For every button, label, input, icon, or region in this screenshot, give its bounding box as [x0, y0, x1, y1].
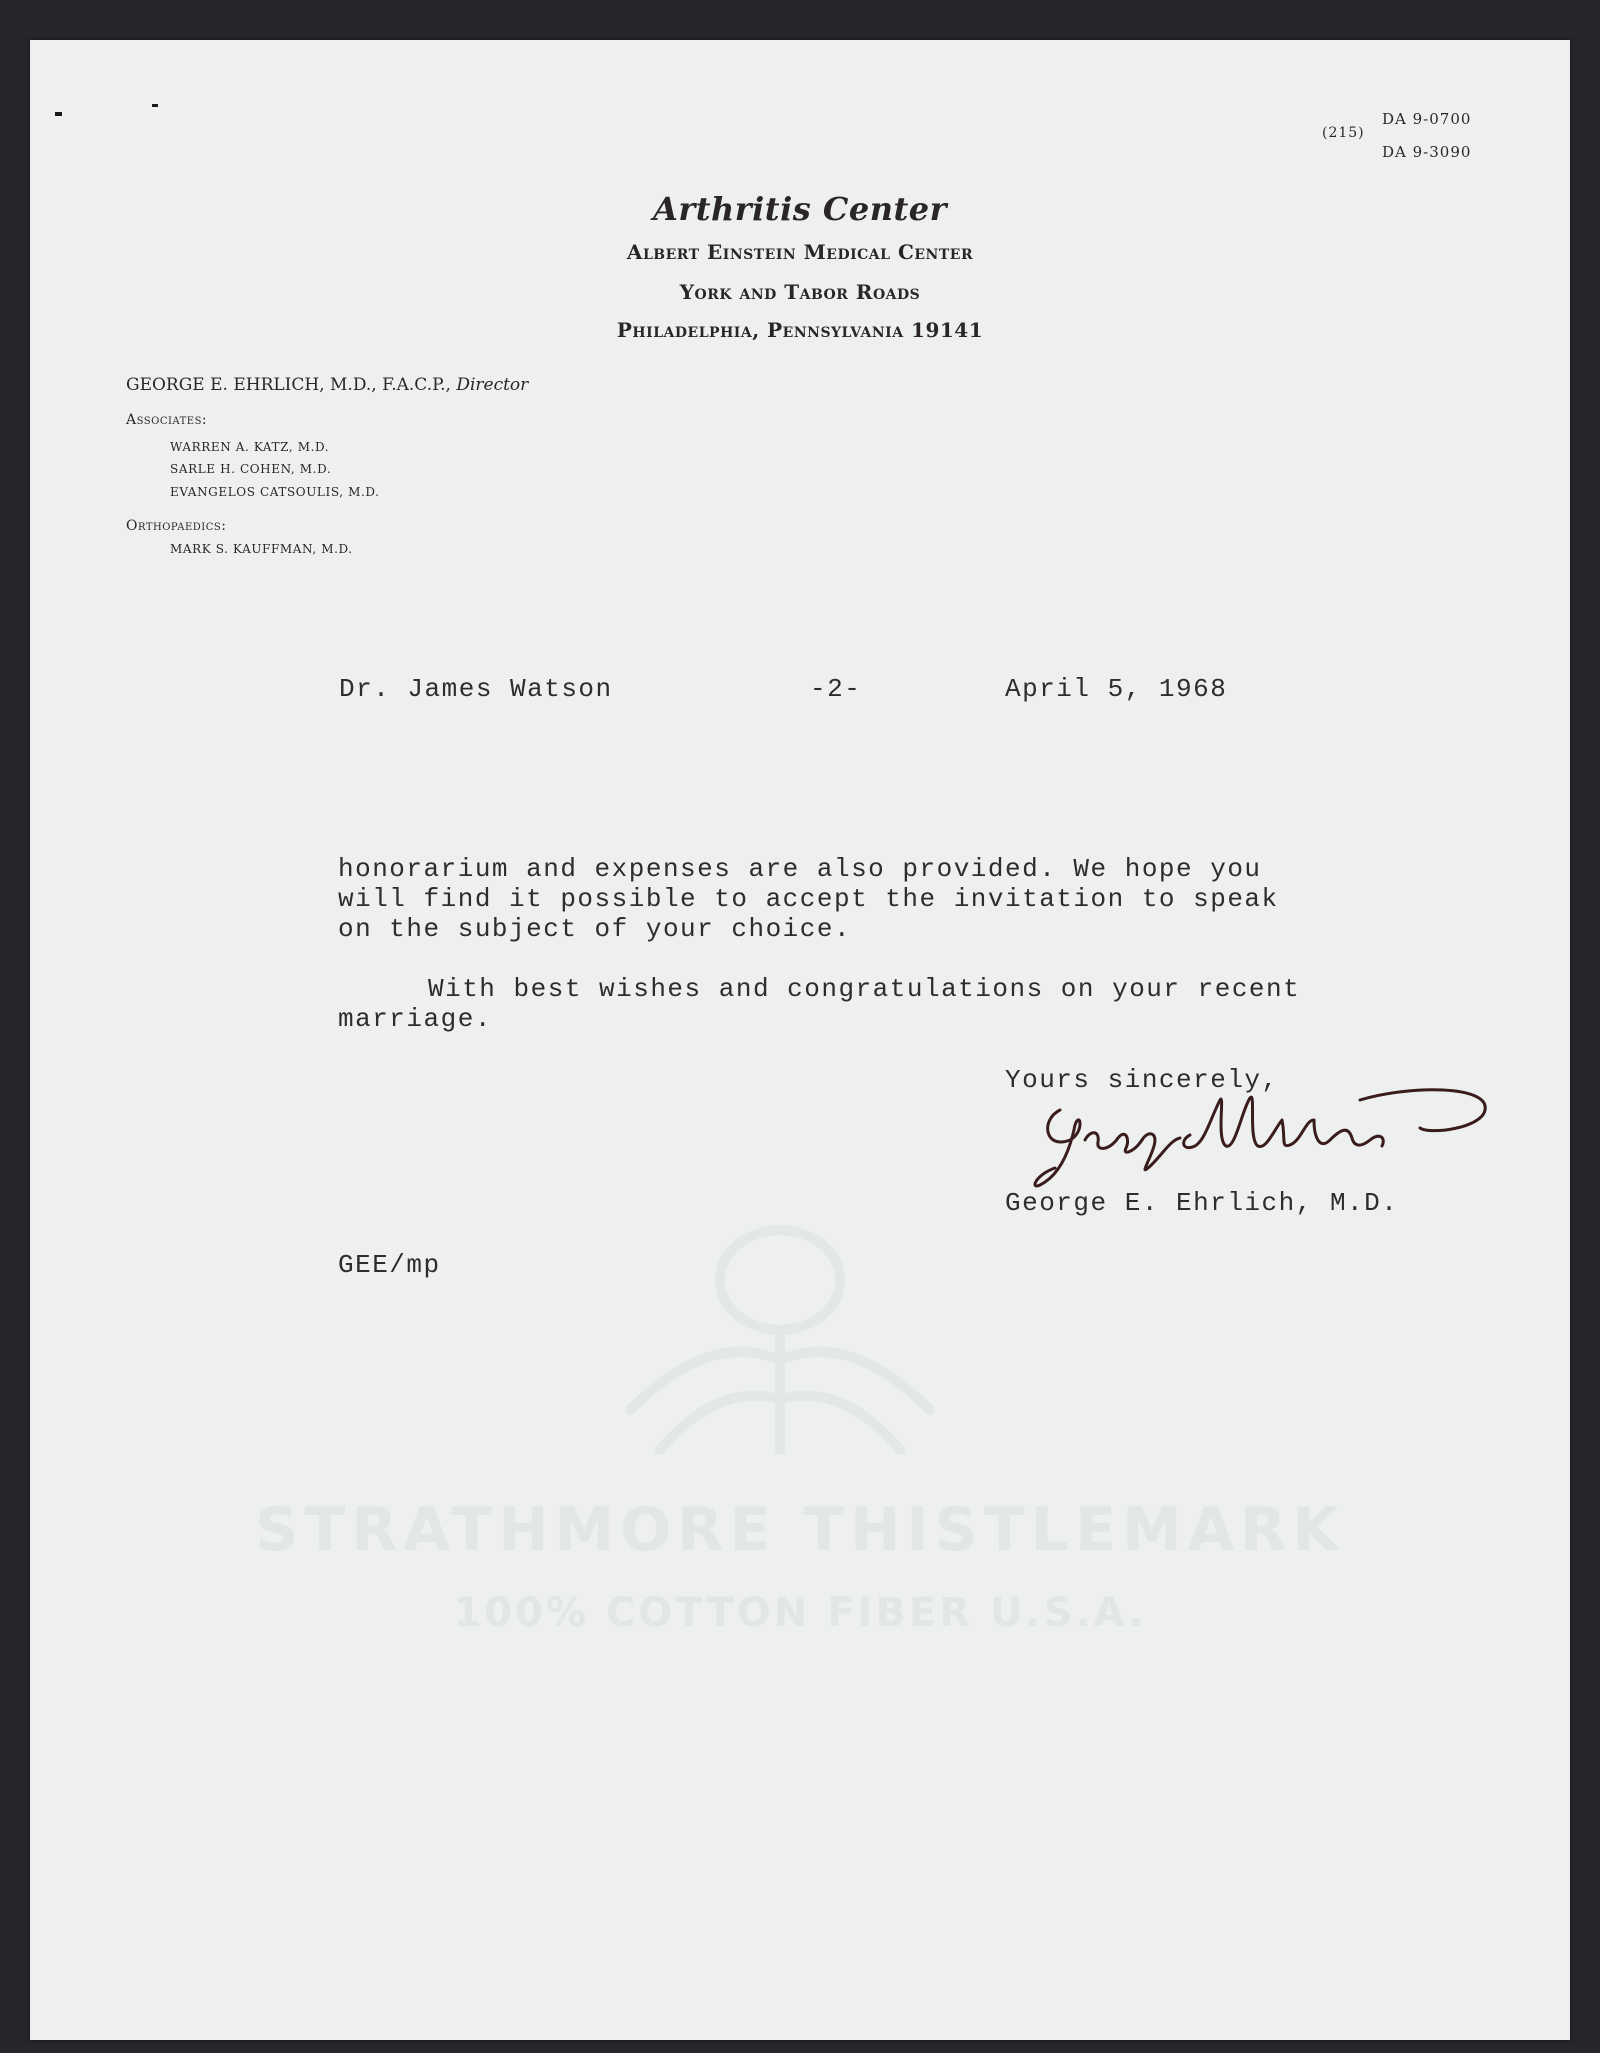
- watermark-fiber: 100% COTTON FIBER U.S.A.: [453, 1590, 1147, 1636]
- orthopaedics-heading: Orthopaedics:: [126, 518, 227, 534]
- letter-page: [30, 40, 1570, 2040]
- area-code: (215): [1322, 125, 1365, 141]
- director-role: Director: [456, 375, 529, 395]
- body-line: With best wishes and congratulations on your recent: [428, 974, 1301, 1004]
- associates-heading: Associates:: [126, 412, 208, 428]
- paper-speck: [55, 112, 62, 116]
- letterhead-street: York and Tabor Roads: [679, 280, 921, 304]
- director-line: [126, 375, 528, 395]
- director-name: GEORGE E. EHRLICH, M.D., F.A.C.P.,: [126, 375, 451, 395]
- paper-speck: [152, 104, 158, 107]
- associate-name: EVANGELOS CATSOULIS, M.D.: [170, 485, 380, 499]
- signer-name: George E. Ehrlich, M.D.: [1005, 1188, 1399, 1218]
- letterhead-title: Arthritis Center: [653, 190, 947, 228]
- associate-name: SARLE H. COHEN, M.D.: [170, 462, 332, 476]
- reference-initials: GEE/mp: [338, 1250, 441, 1280]
- letterhead-city: Philadelphia, Pennsylvania 19141: [616, 318, 984, 342]
- thistle-watermark-icon: [570, 1210, 990, 1470]
- recipient-name: Dr. James Watson: [339, 674, 613, 704]
- phone-number-2: DA 9-3090: [1382, 143, 1472, 161]
- page-number: -2-: [810, 674, 862, 704]
- body-line: will find it possible to accept the invitation to speak: [338, 884, 1279, 914]
- body-line: honorarium and expenses are also provided. We hope you: [338, 854, 1262, 884]
- letterhead-organization: Albert Einstein Medical Center: [626, 240, 974, 264]
- body-line: marriage.: [338, 1004, 492, 1034]
- letter-date: April 5, 1968: [1005, 674, 1228, 704]
- handwritten-signature-icon: [1030, 1080, 1500, 1200]
- associate-name: WARREN A. KATZ, M.D.: [170, 440, 330, 454]
- watermark-brand: STRATHMORE THISTLEMARK: [255, 1495, 1345, 1565]
- closing: Yours sincerely,: [1005, 1065, 1279, 1095]
- phone-number-1: DA 9-0700: [1382, 110, 1472, 128]
- body-line: on the subject of your choice.: [338, 914, 852, 944]
- orthopaedist-name: MARK S. KAUFFMAN, M.D.: [170, 542, 353, 556]
